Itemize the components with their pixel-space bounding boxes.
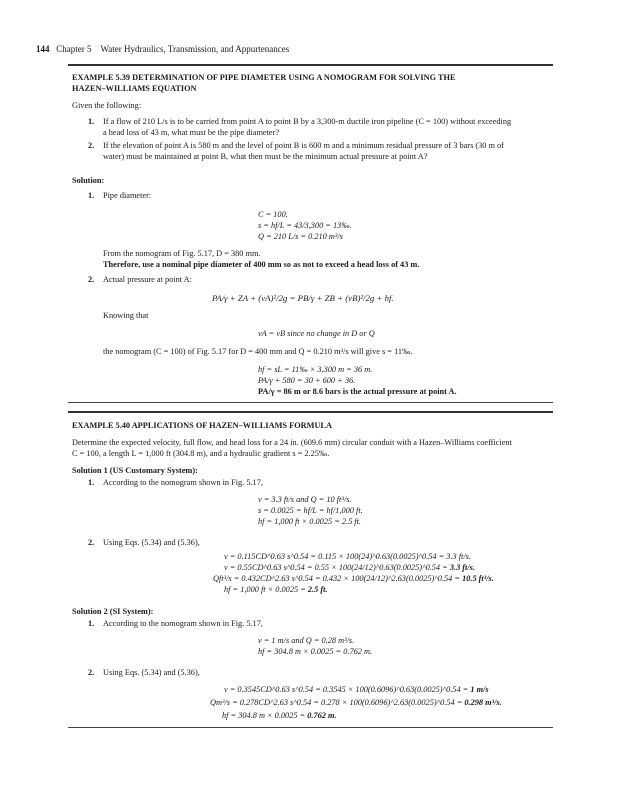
step-1-number: 1. [88,191,95,200]
example-539-title-line2: HAZEN–WILLIAMS EQUATION [72,84,197,93]
sol2-step1-number: 1. [88,619,95,628]
solution-2-label: Solution 2 (SI System): [72,607,154,616]
sol2-flow-eq: Qm³/s = 0.278CD^2.63 s^0.54 = 0.278 × 100(0.6096)^2.63(0.0025)^0.54 = 0.298 m³/s. [210,698,502,707]
question-1-line1: If a flow of 210 L/s is to be carried from point A to point B by a 3,300-m ductile iron pipeline (C = 100) without exceeding [103,117,512,126]
sol2-velocity-eq: v = 0.3545CD^0.63 s^0.54 = 0.3545 × 100(0.6096)^0.63(0.0025)^0.54 = 1 m/s [224,685,489,694]
question-2-line2: water) must be maintained at point B, what then must be the minimum actual pressure at point A? [103,152,428,161]
page-number: 144 [36,44,50,54]
example-540-top-rule [68,411,553,413]
example-540-bottom-rule [68,727,553,728]
sol2-step1-text: According to the nomogram shown in Fig. 5.17, [103,619,263,628]
head-loss-equation: hf = sL = 11‰ × 3,300 m = 36 m. [258,365,373,374]
sol1-step1-text: According to the nomogram shown in Fig. 5.17, [103,478,263,487]
step-2-number: 2. [88,275,95,284]
sol2-head-loss-eq: hf = 304.8 m × 0.0025 = 0.762 m. [222,711,337,720]
step-2-title: Actual pressure at point A: [103,275,192,284]
chapter-label: Chapter 5 [56,44,92,54]
knowing-that: Knowing that [103,311,149,320]
chapter-title: Water Hydraulics, Transmission, and Appurtenances [100,44,290,54]
example-539-bottom-rule [68,402,553,403]
question-1-number: 1. [88,117,95,126]
sol2-head-loss: hf = 304.8 m × 0.0025 = 0.762 m. [258,647,373,656]
question-2-line1: If the elevation of point A is 580 m and the level of point B is 600 m and a minimum residual pressure of 3 bars (30 m of [103,141,504,150]
velocity-equality: vA = vB since no change in D or Q [258,329,375,338]
question-1-line2: a head loss of 43 m, what must be the pipe diameter? [103,128,280,137]
sol1-slope: s = 0.0025 = hf/L = hf/1,000 ft. [258,506,363,515]
sol1-step2-number: 2. [88,538,95,547]
sol1-nomogram-velocity: v = 3.3 ft/s and Q = 10 ft³/s. [258,495,352,504]
sol1-velocity-eq1: v = 0.115CD^0.63 s^0.54 = 0.115 × 100(24)^0.63(0.0025)^0.54 = 3.3 ft/s. [224,552,471,561]
sol1-step1-number: 1. [88,478,95,487]
example-540-title: EXAMPLE 5.40 APPLICATIONS OF HAZEN–WILLIAMS FORMULA [72,421,332,430]
example-539-title-line1: EXAMPLE 5.39 DETERMINATION OF PIPE DIAMETER USING A NOMOGRAM FOR SOLVING THE [72,73,456,82]
sol2-nomogram-velocity: v = 1 m/s and Q = 0.28 m³/s. [258,636,355,645]
pressure-result: PA/γ = 86 m or 8.6 bars is the actual pressure at point A. [258,387,457,396]
step-1-title: Pipe diameter: [103,191,152,200]
sol1-head-loss-eq: hf = 1,000 ft × 0.0025 = 2.5 ft. [224,585,328,594]
diameter-conclusion: Therefore, use a nominal pipe diameter of 400 mm so as not to exceed a head loss of 43 m. [103,260,420,269]
equation-q: Q = 210 L/s = 0.210 m³/s [258,232,343,241]
example-539-top-rule [68,64,553,66]
given-label: Given the following: [72,101,142,110]
equation-c: C = 100. [258,210,288,219]
pressure-equation: PA/γ + 580 = 30 + 600 + 36. [258,376,356,385]
example-540-desc-line1: Determine the expected velocity, full flow, and head loss for a 24 in. (609.6 mm) circular conduit with a Hazen–Williams coefficient [72,438,512,447]
example-540-desc-line2: C = 100, a length L = 1,000 ft (304.8 m), and a hydraulic gradient s = 2.25‰. [72,449,330,458]
sol1-velocity-eq2: v = 0.55CD^0.63 s^0.54 = 0.55 × 100(24/12)^0.63(0.0025)^0.54 = 3.3 ft/s. [224,563,475,572]
sol2-step2-number: 2. [88,668,95,677]
solution-label: Solution: [72,176,105,185]
sol1-step2-text: Using Eqs. (5.34) and (5.36), [103,538,200,547]
sol1-head-loss: hf = 1,000 ft × 0.0025 = 2.5 ft. [258,517,361,526]
equation-s: s = hf/L = 43/3,300 = 13‰. [258,221,352,230]
sol2-step2-text: Using Eqs. (5.34) and (5.36), [103,668,200,677]
nomogram-slope: the nomogram (C = 100) of Fig. 5.17 for D = 400 mm and Q = 0.210 m³/s will give s = 11‰. [103,347,413,356]
sol1-flow-eq: Qft³/s = 0.432CD^2.63 s^0.54 = 0.432 × 100(24/12)^2.63(0.0025)^0.54 = 10.5 ft³/s. [213,574,494,583]
energy-equation: PA/γ + ZA + (vA)²/2g = PB/γ + ZB + (vB)²/2g + hf. [212,293,394,303]
question-2-number: 2. [88,141,95,150]
nomogram-result: From the nomogram of Fig. 5.17, D = 380 mm. [103,249,261,258]
running-header [36,44,289,54]
solution-1-label: Solution 1 (US Customary System): [72,466,198,475]
